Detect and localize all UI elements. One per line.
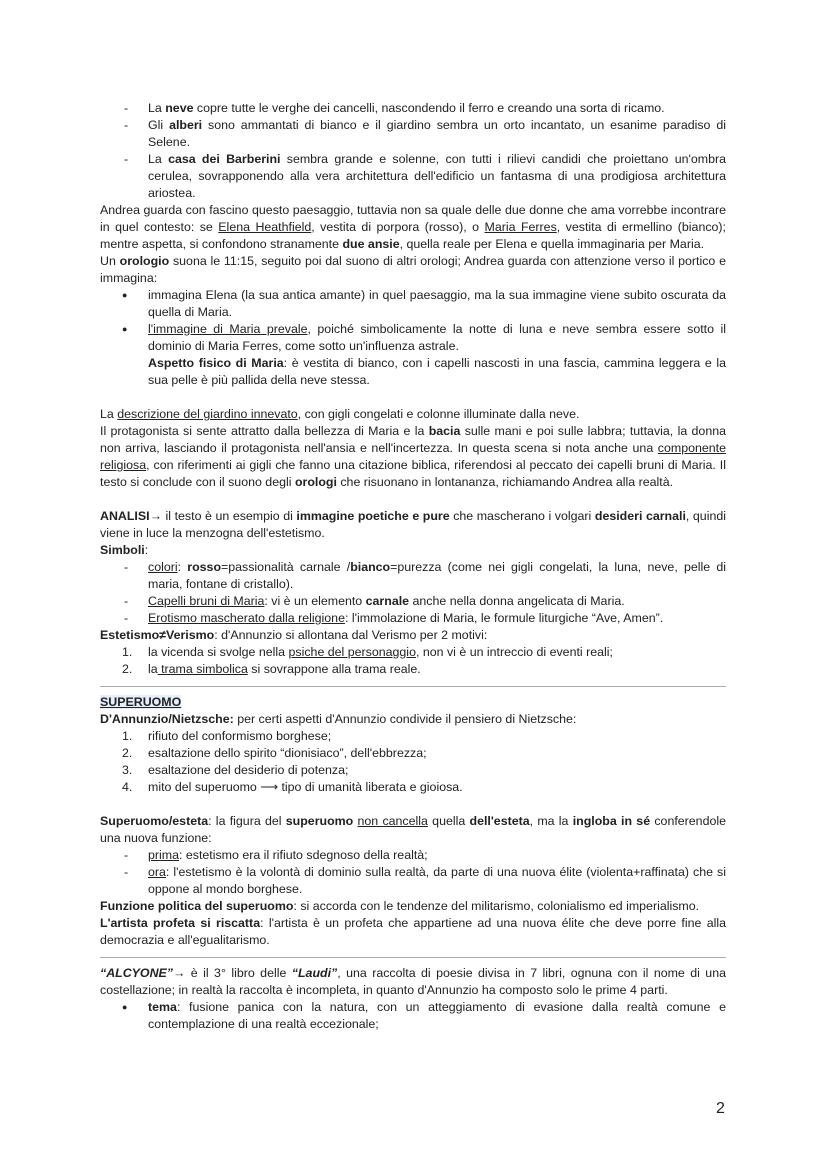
list-item: 4. mito del superuomo ⟶ tipo di umanità liberata e gioiosa. (122, 780, 463, 794)
nietzsche-list (100, 728, 726, 796)
paragraph-superuomo-esteta: Superuomo/esteta: la figura del superuomo non cancella quella dell'esteta, ma la ingloba in sé conferendole una nuova funzione: (100, 814, 726, 845)
paragraph-protagonista: Il protagonista si sente attratto dalla bellezza di Maria e la bacia sulle mani e poi sulle labbra; tuttavia, la donna non arriva, lasciando il protagonista nell'ansia e nell'incertezza. In questa scena si nota anche una componente religiosa, con riferimenti ai gigli che fanno una citazione biblica, riferendosi al peccato dei capelli bruni di Maria. Il testo si conclude con il suono degli orologi che risuonano in lontananza, richiamando Andrea alla realtà. (100, 424, 726, 489)
list-item: - prima: estetismo era il rifiuto sdegnoso della realtà; (100, 847, 726, 864)
list-item: ● immagina Elena (la sua antica amante) in quel paesaggio, ma la sua immagine viene subito oscurata da quella di Maria. (100, 287, 726, 321)
divider (100, 686, 726, 687)
paragraph-alcyone: “ALCYONE”→ è il 3° libro delle “Laudi”, una raccolta di poesie divisa in 7 libri, ognuna con il nome di una costellazione; in realtà la raccolta è incompleta, in quanto d'Annunzio ha composto solo le prime 4 parti. (100, 966, 726, 997)
document-page (100, 100, 726, 1033)
list-item: 2. esaltazione dello spirito “dionisiaco”, dell'ebbrezza; (122, 746, 427, 760)
list-item: ● l'immagine di Maria prevale, poiché simbolicamente la notte di luna e neve sembra essere sotto il dominio di Maria Ferres, come sotto un'influenza astrale. Aspetto fisico di Maria: è vestita di bianco, con i capelli nascosti in una fascia, cammina leggera e la sua pelle è più pallida della neve stessa. (100, 321, 726, 389)
divider (100, 957, 726, 958)
list-item: - La neve copre tutte le verghe dei cancelli, nascondendo il ferro e creando una sorta di ricamo. (100, 100, 726, 117)
list-item: ● tema: fusione panica con la natura, con un atteggiamento di evasione dalla realtà comune e contemplazione di una realtà eccezionale; (100, 999, 726, 1033)
section-title-superuomo: SUPERUOMO (100, 695, 182, 709)
paragraph-analisi: ANALISI→ il testo è un esempio di immagine poetiche e pure che mascherano i volgari desideri carnali, quindi viene in luce la menzogna dell'estetismo. (100, 509, 726, 540)
paragraph-estetismo-verismo: Estetismo≠Verismo: d'Annunzio si allontana dal Verismo per 2 motivi: (100, 628, 488, 642)
snow-description-list (100, 100, 726, 202)
paragraph-artista-profeta: L'artista profeta si riscatta: l'artista è un profeta che appartiene ad una nuova élite che deve porre fine alla democrazia e all'egualitarismo. (100, 916, 726, 947)
list-item: - La casa dei Barberini sembra grande e solenne, con tutti i rilievi candidi che proiettano un'ombra cerulea, sovrapponendo alla vera architettura dell'edificio un fantasma di una prodigiosa architettura ariostea. (100, 151, 726, 202)
list-item: 2. la trama simbolica si sovrappone alla trama reale. (122, 662, 421, 676)
alcyone-list (100, 999, 726, 1033)
list-item: - ora: l'estetismo è la volontà di dominio sulla realtà, da parte di una nuova élite (violenta+raffinata) che si oppone al mondo borghese. (100, 864, 726, 898)
list-item: 1. la vicenda si svolge nella psiche del personaggio, non vi è un intreccio di eventi reali; (122, 645, 613, 659)
list-item: 1. rifiuto del conformismo borghese; (122, 729, 332, 743)
paragraph-funzione-politica: Funzione politica del superuomo: si accorda con le tendenze del militarismo, colonialismo ed imperialismo. (100, 899, 700, 913)
list-item: - Erotismo mascherato dalla religione: l'immolazione di Maria, le formule liturgiche “Ave, Amen”. (100, 610, 726, 627)
list-item: - Capelli bruni di Maria: vi è un elemento carnale anche nella donna angelicata di Maria. (100, 593, 726, 610)
list-item: - colori: rosso=passionalità carnale /bianco=purezza (come nei gigli congelati, la luna, neve, pelle di maria, fontane di cristallo). (100, 559, 726, 593)
prima-ora-list (100, 847, 726, 898)
simboli-list (100, 559, 726, 627)
motivi-list (100, 644, 726, 678)
list-item: - Gli alberi sono ammantati di bianco e il giardino sembra un orto incantato, un esanime paradiso di Selene. (100, 117, 726, 151)
list-item: 3. esaltazione del desiderio di potenza; (122, 763, 349, 777)
paragraph-orologio: Un orologio suona le 11:15, seguito poi dal suono di altri orologi; Andrea guarda con attenzione verso il portico e immagina: (100, 254, 726, 285)
paragraph-giardino: La descrizione del giardino innevato, con gigli congelati e colonne illuminate dalla neve. (100, 407, 580, 421)
paragraph-andrea: Andrea guarda con fascino questo paesaggio, tuttavia non sa quale delle due donne che ama vorrebbe incontrare in quel contesto: se Elena Heathfield, vestita di porpora (rosso), o Maria Ferres, vestita di ermellino (bianco); mentre aspetta, si confondono stranamente due ansie, quella reale per Elena e quella immaginaria per Maria. (100, 203, 726, 251)
heading-simboli: Simboli: (100, 543, 149, 557)
imagination-list (100, 287, 726, 389)
paragraph-nietzsche: D'Annunzio/Nietzsche: per certi aspetti d'Annunzio condivide il pensiero di Nietzsche: (100, 712, 577, 726)
page-number: 2 (716, 1100, 725, 1117)
